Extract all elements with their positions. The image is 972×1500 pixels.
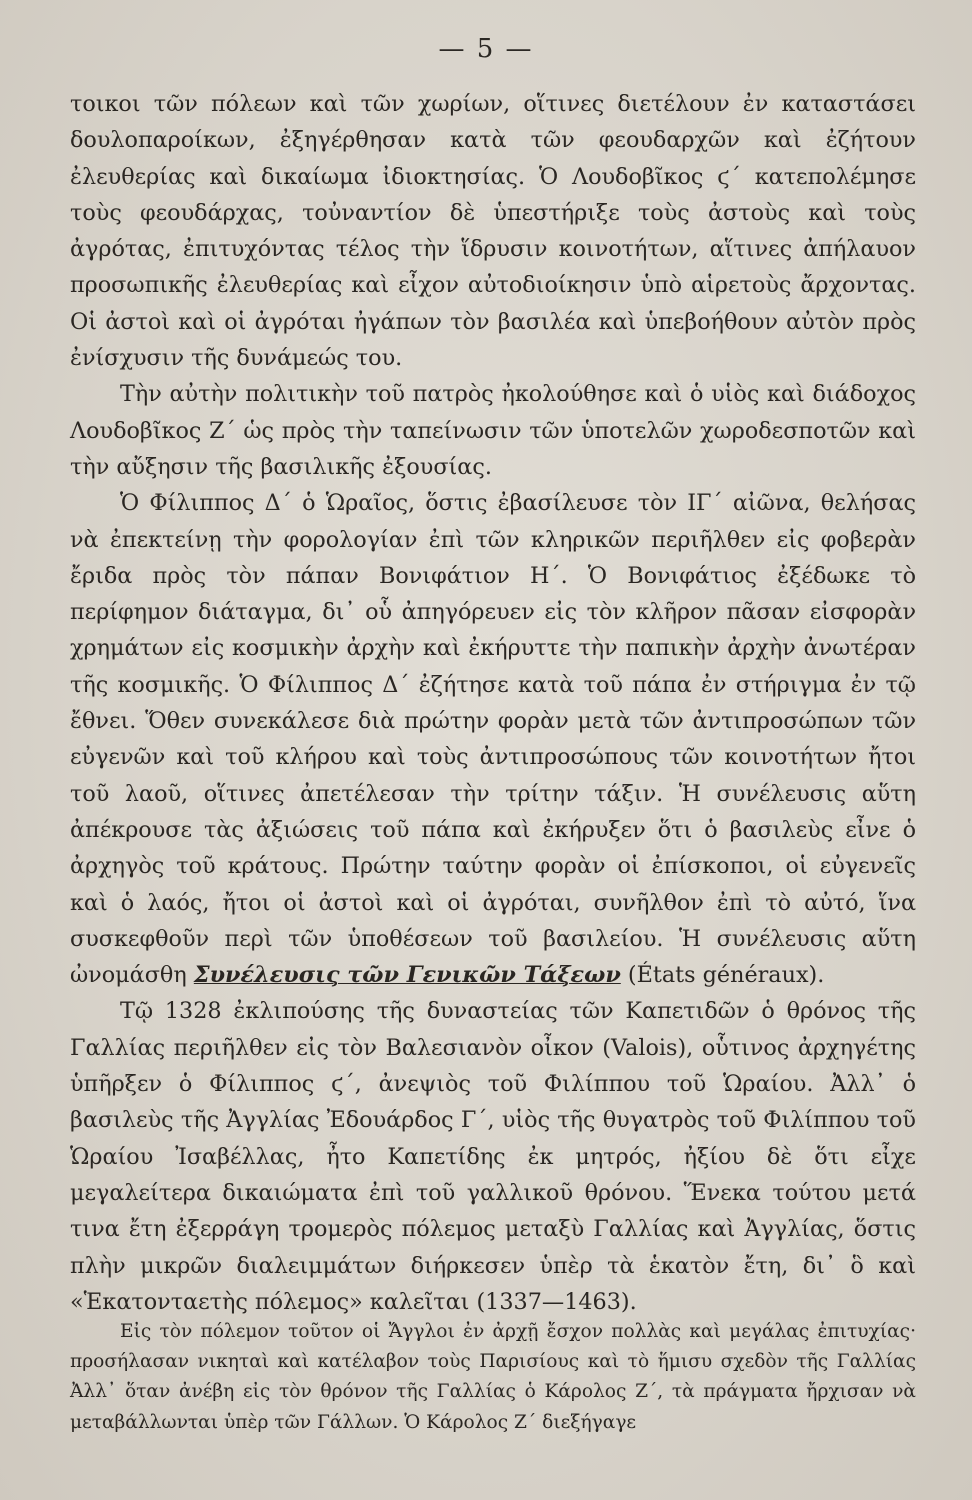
paragraph-4: Τῷ 1328 ἐκλιπούσης τῆς δυναστείας τῶν Καπετιδῶν ὁ θρόνος τῆς Γαλλίας περιῆλθεν εἰς τὸν Βαλεσιανὸν οἶκον (Valois), οὗτινος ἀρχηγέτης ὑπῆρξεν ὁ Φίλιππος ϛ΄, ἀνεψιὸς τοῦ Φιλίππου τοῦ Ὡραίου. Ἀλλ᾽ ὁ βασιλεὺς τῆς Ἀγγλίας Ἐδουάρδος Γ΄, υἱὸς τῆς θυγατρὸς τοῦ Φιλίππου τοῦ Ὡραίου Ἰσαβέλλας, ἦτο Καπετίδης ἐκ μητρός, ἠξίου δὲ ὅτι εἶχε μεγαλείτερα δικαιώματα ἐπὶ τοῦ γαλλικοῦ θρόνου. Ἕνεκα τούτου μετά τινα ἔτη ἐξερράγη τρομερὸς πόλεμος μεταξὺ Γαλλίας καὶ Ἀγγλίας, ὅστις πλὴν μικρῶν διαλειμμάτων διήρκεσεν ὑπὲρ τὰ ἑκατὸν ἔτη, δι᾽ ὃ καὶ «Ἑκατονταετὴς πόλεμος» καλεῖται (1337—1463). xyxy=(70,998,916,1315)
paragraph-1: τοικοι τῶν πόλεων καὶ τῶν χωρίων, οἵτινες διετέλουν ἐν καταστάσει δουλοπαροίκων, ἐξηγέρθησαν κατὰ τῶν φεουδαρχῶν καὶ ἐζήτουν ἐλευθερίας καὶ δικαίωμα ἰδιοκτησίας. Ὁ Λουδοβῖκος ϛ΄ κατεπολέμησε τοὺς φεουδάρχας, τοὐναντίον δὲ ὑπεστήριξε τοὺς ἀστοὺς καὶ τοὺς ἀγρότας, ἐπιτυχόντας τέλος τὴν ἵδρυσιν κοινοτήτων, αἵτινες ἀπήλαυον προσωπικῆς ἐλευθερίας καὶ εἶχον αὐτοδιοίκησιν ὑπὸ αἱρετοὺς ἄρχοντας. Οἱ ἀστοὶ καὶ οἱ ἀγρόται ἠγάπων τὸν βασιλέα καὶ ὑπεβοήθουν αὐτὸν πρὸς ἐνίσχυσιν τῆς δυνάμεώς του. xyxy=(70,91,916,372)
paragraph-2: Τὴν αὐτὴν πολιτικὴν τοῦ πατρὸς ἠκολούθησε καὶ ὁ υἱὸς καὶ διάδοχος Λουδοβῖκος Ζ΄ ὡς πρὸς τὴν ταπείνωσιν τῶν ὑποτελῶν χωροδεσποτῶν καὶ τὴν αὔξησιν τῆς βασιλικῆς ἐξουσίας. xyxy=(70,381,916,480)
main-text xyxy=(70,86,916,1320)
paragraph-3 xyxy=(70,485,916,993)
page-number: — 5 — xyxy=(438,34,534,64)
footnote-paragraph: Εἰς τὸν πόλεμον τοῦτον οἱ Ἄγγλοι ἐν ἀρχῇ ἔσχον πολλὰς καὶ μεγάλας ἐπιτυχίας· προσήλασαν νικηταὶ καὶ κατέλαβον τοὺς Παρισίους καὶ τὸ ἥμισυ σχεδὸν τῆς Γαλλίας Ἀλλ᾽ ὅταν ἀνέβη εἰς τὸν θρόνον τῆς Γαλλίας ὁ Κάρολος Ζ΄, τὰ πράγματα ἤρχισαν νὰ μεταβάλλωνται ὑπὲρ τῶν Γάλλων. Ὁ Κάρολος Ζ΄ διεξήγαγε xyxy=(70,1321,916,1433)
emphasized-term: Συνέλευσις τῶν Γενικῶν Τάξεων xyxy=(193,962,621,989)
paragraph-3-text: Ὁ Φίλιππος Δ΄ ὁ Ὡραῖος, ὅστις ἐβασίλευσε τὸν ΙΓ΄ αἰῶνα, θελήσας νὰ ἐπεκτείνῃ τὴν φορολογίαν ἐπὶ τῶν κληρικῶν περιῆλθεν εἰς φοβερὰν ἔριδα πρὸς τὸν πάπαν Βονιφάτιον Η΄. Ὁ Βονιφάτιος ἐξέδωκε τὸ περίφημον διάταγμα, δι᾽ οὗ ἀπηγόρευεν εἰς τὸν κλῆρον πᾶσαν εἰσφορὰν χρημάτων εἰς κοσμικὴν ἀρχὴν καὶ ἐκήρυττε τὴν παπικὴν ἀρχὴν ἀνωτέραν τῆς κοσμικῆς. Ὁ Φίλιππος Δ΄ ἐζήτησε κατὰ τοῦ πάπα ἐν στήριγμα ἐν τῷ ἔθνει. Ὅθεν συνεκάλεσε διὰ πρώτην φορὰν μετὰ τῶν ἀντιπροσώπων τῶν εὐγενῶν καὶ τοῦ κλήρου καὶ τοὺς ἀντιπροσώπους τῶν κοινοτήτων ἤτοι τοῦ λαοῦ, οἵτινες ἀπετέλεσαν τὴν τρίτην τάξιν. Ἡ συνέλευσις αὕτη ἀπέκρουσε τὰς ἀξιώσεις τοῦ πάπα καὶ ἐκήρυξεν ὅτι ὁ βασιλεὺς εἶνε ὁ ἀρχηγὸς τοῦ κράτους. Πρώτην ταύτην φορὰν οἱ ἐπίσκοποι, οἱ εὐγενεῖς καὶ ὁ λαός, ἤτοι οἱ ἀστοὶ καὶ οἱ ἀγρόται, συνῆλθον ἐπὶ τὸ αὐτό, ἵνα συσκεφθοῦν περὶ τῶν ὑποθέσεων τοῦ βασιλείου. Ἡ συνέλευσις αὕτη ὠνομάσθη xyxy=(70,490,916,989)
paragraph-3-tail: (États généraux). xyxy=(627,962,825,989)
small-print-note xyxy=(70,1317,916,1438)
